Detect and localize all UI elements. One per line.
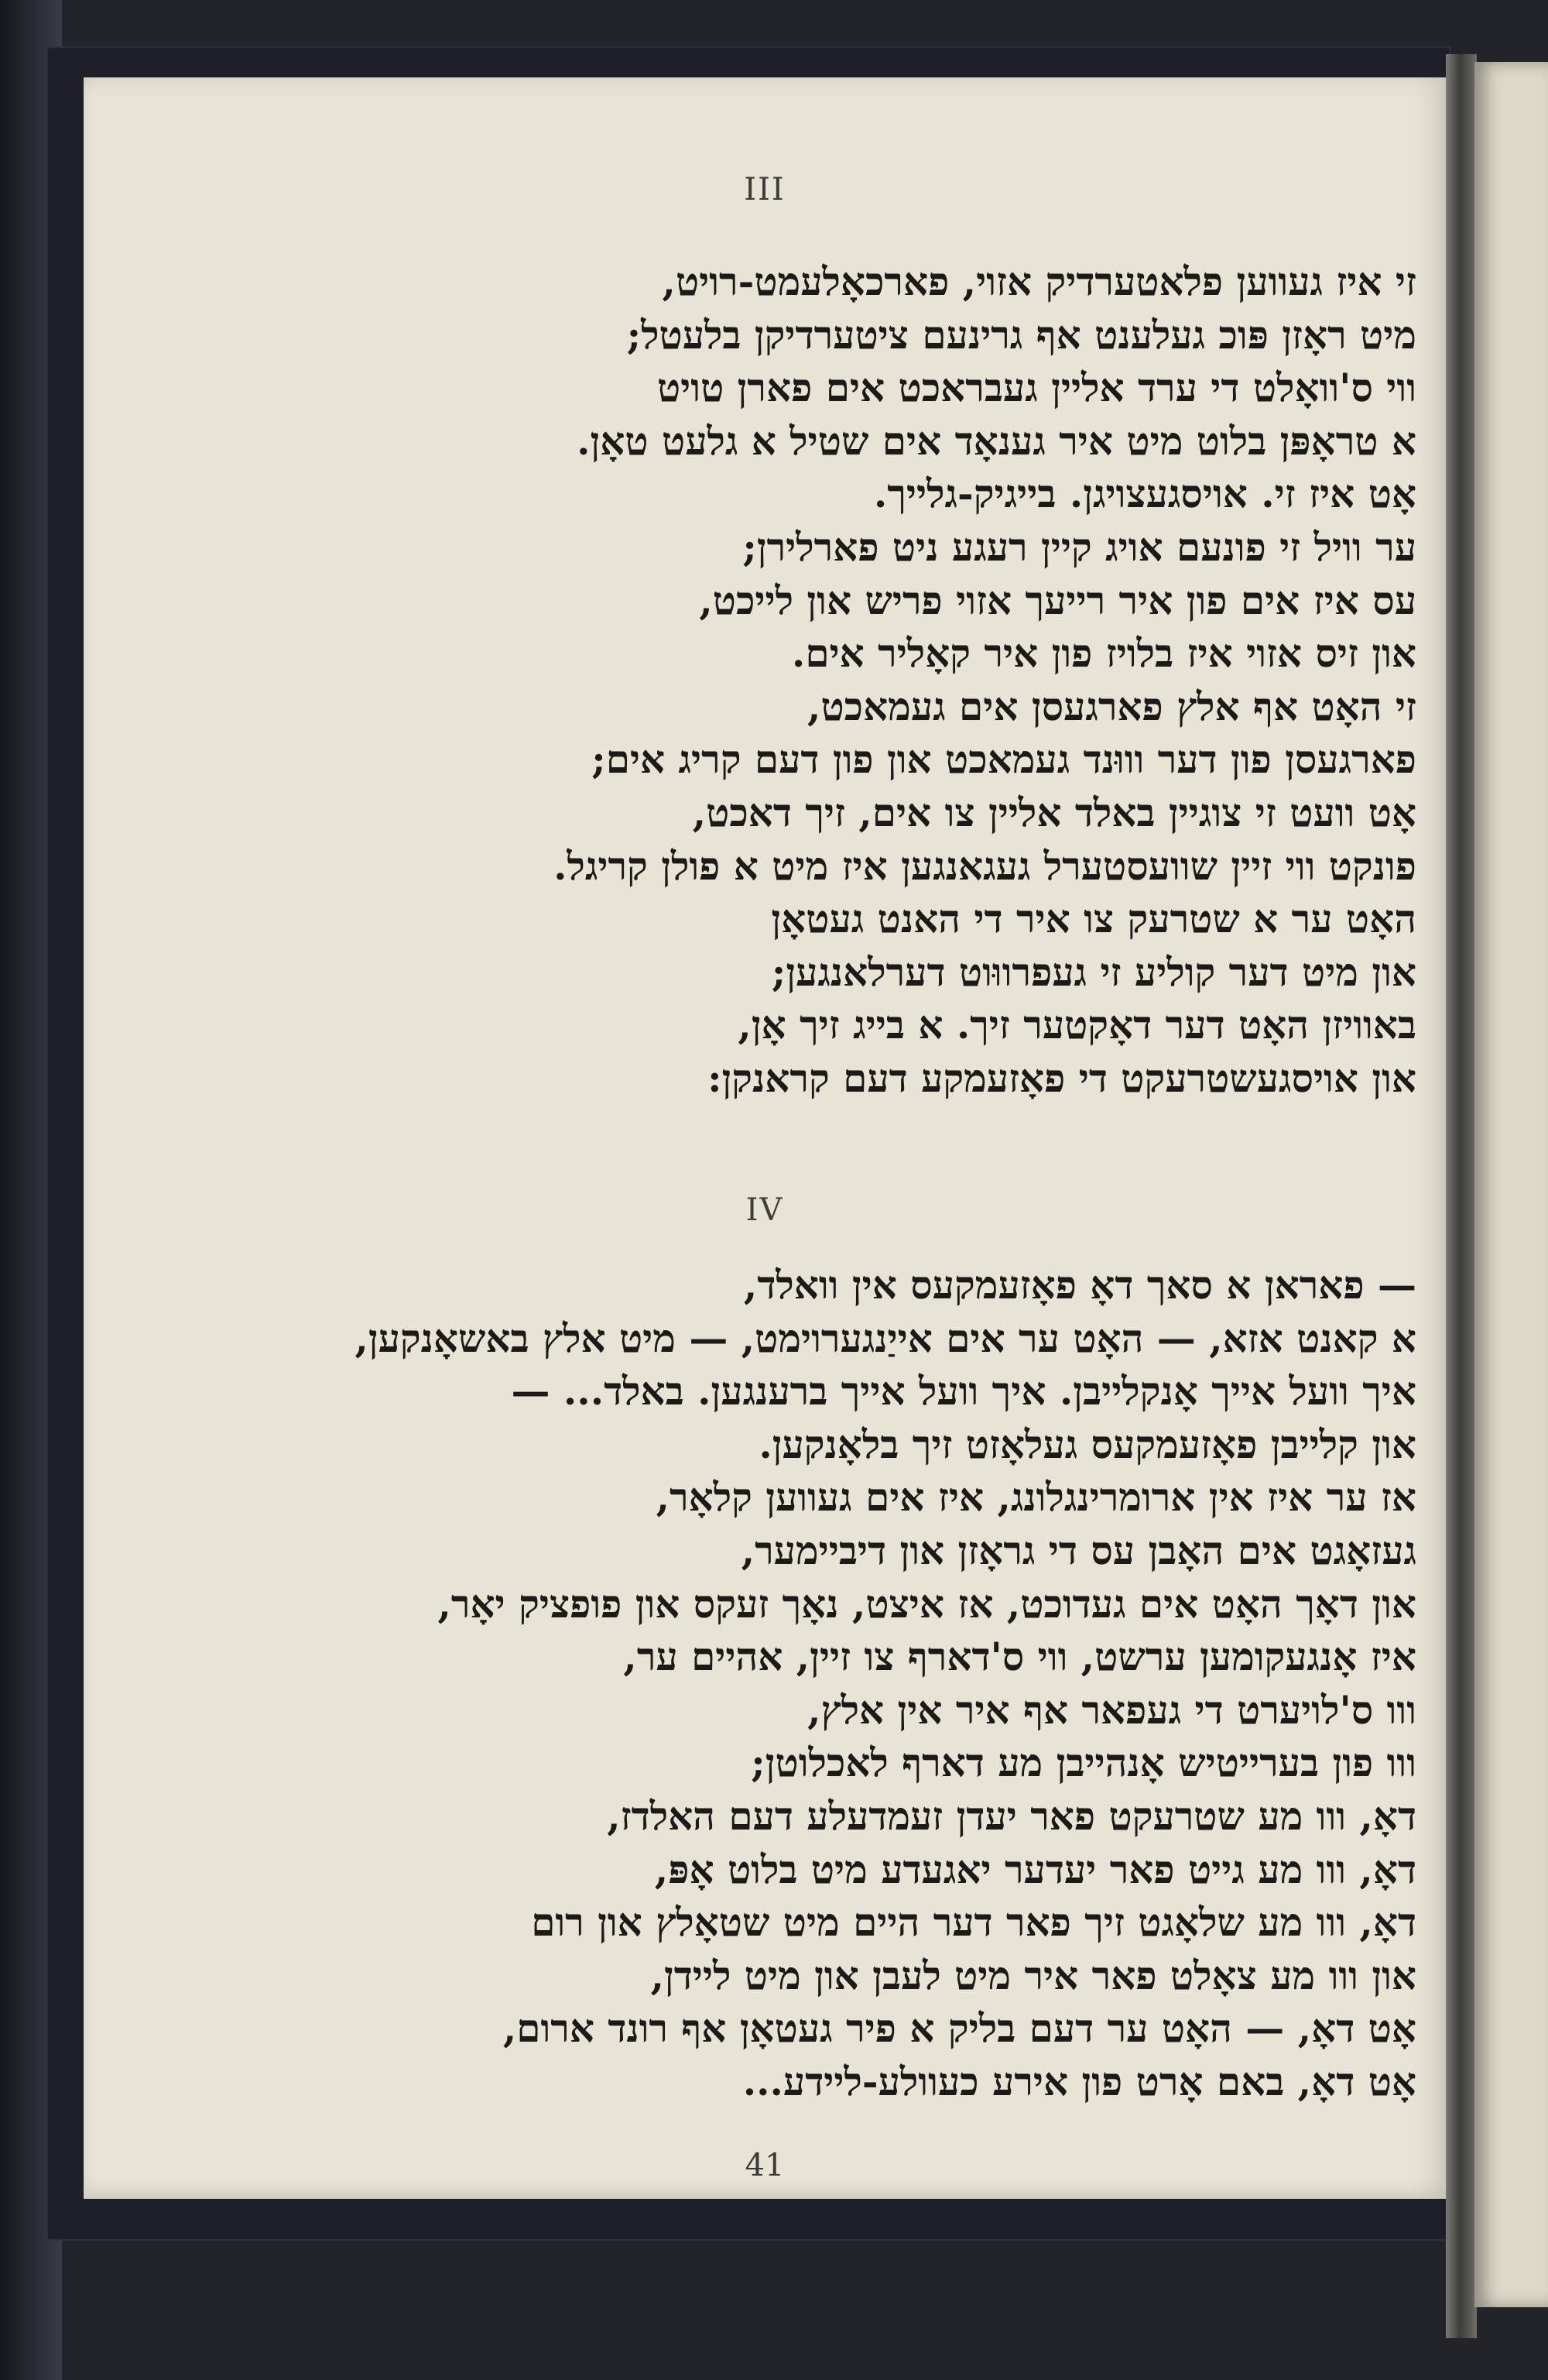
poem-line: א קאנט אזא, — האָט ער אים אייַנגערוימט, — מיט אלץ באשאָנקען,: [354, 1315, 1416, 1361]
poem-line: מיט ראָזן פּוכ געלענט אף גרינעם ציטערדיקן בלעטל;: [626, 311, 1416, 358]
poem-line: באוויזן האָט דער דאָקטער זיך. א בייג זיך אָן,: [738, 1002, 1416, 1048]
poem-line: און דאָך האָט אים געדוכט, אז איצט, נאָך זעקס און פופציק יאָר,: [437, 1580, 1416, 1627]
poem-line: אָט דאָ, באם אָרט פון אירע כעוולע-ליידע...: [742, 2058, 1416, 2104]
poem-line: אָט איז זי. אויסגעצויגן. בייגיק-גלייך.: [873, 471, 1416, 517]
poem-line: דאָ, ווו מע שטרעקט פאר יעדן זעמדעלע דעם האלדז,: [607, 1792, 1416, 1839]
poem-section-three: [348, 255, 1416, 1106]
poem-line: אָט דאָ, — האָט ער דעם בליק א פיר געטאָן אף רונד ארום,: [502, 2005, 1416, 2052]
facing-page-edge: [1474, 62, 1548, 2307]
book-gutter: [1446, 54, 1477, 2338]
page-number: 41: [745, 2148, 785, 2183]
poem-line: און זיס אזוי איז בלויז פון איר קאָליר אים.: [791, 630, 1416, 677]
poem-line: דאָ, ווו מע גייט פאר יעדער יאגעדע מיט בלוט אָפּ,: [654, 1846, 1416, 1892]
poem-line: ווו פון בערייטיש אָנהייבן מע דארף לאכלוטן;: [751, 1740, 1416, 1786]
poem-line: — פאראן א סאך דאָ פאָזעמקעס אין וואלד,: [743, 1262, 1416, 1308]
poem-line: עס איז אים פון איר רייעך אזוי פריש און לייכט,: [699, 577, 1416, 623]
poem-line: פונקט ווי זיין שוועסטערל געגאנגען איז מיט א פולן קריגל.: [553, 842, 1416, 889]
section-numeral-four: IV: [745, 1192, 784, 1228]
poem-line: און קלייבן פאָזעמקעס געלאָזט זיך בלאָנקען.: [759, 1421, 1416, 1467]
poem-section-four: [348, 1259, 1416, 2109]
poem-line: און ווו מע צאָלט פאר איר מיט לעבן און מיט ליידן,: [650, 1952, 1416, 1998]
poem-line: האָט ער א שטרעק צו איר די האנט געטאָן: [771, 896, 1416, 942]
section-numeral-three: III: [744, 172, 786, 207]
poem-line: פארגעסן פון דער וווּנד געמאכט און פון דעם קריג אים;: [591, 736, 1416, 783]
poem-line: געזאָגט אים האָבן עס די גראָזן און דיביימער,: [741, 1527, 1416, 1573]
poem-line: און מיט דער קוליע זי געפרווּוט דערלאנגען;: [771, 948, 1416, 995]
poem-line: ווו ס'לויערט די געפאר אף איר אין אלץ,: [807, 1686, 1416, 1733]
poem-line: אָט וועט זי צוגיין באלד אליין צו אים, זיך דאכט,: [692, 789, 1416, 835]
poem-line: א טראָפּן בלוט מיט איר גענאָד אים שטיל א גלעט טאָן.: [577, 417, 1416, 464]
poem-line: איך וועל אייך אָנקלייבן. איך וועל אייך ברענגען. באלד... —: [511, 1368, 1416, 1415]
poem-line: זי איז געווען פלאטערדיק אזוי, פארכאָלעמט-רויט,: [662, 259, 1416, 304]
poem-line: אז ער איז אין ארומרינגלונג, איז אים געווען קלאָר,: [656, 1474, 1416, 1521]
poem-line: ער וויל זי פונעם אויג קיין רעגע ניט פארלירן;: [742, 523, 1416, 570]
poem-line: זי האָט אף אלץ פארגעסן אים געמאכט,: [807, 683, 1416, 729]
poem-line: ווי ס'וואָלט די ערד אליין געבראכט אים פארן טויט: [656, 365, 1416, 411]
poem-line: דאָ, ווו מע שלאָגט זיך פאר דער היים מיט שטאָלץ און רום: [531, 1899, 1416, 1946]
poem-line: איז אָנגעקומען ערשט, ווי ס'דארף צו זיין, אהיים ער,: [623, 1634, 1416, 1680]
poem-line: און אויסגעשטרעקט די פאָזעמקע דעם קראנקן:: [707, 1055, 1416, 1101]
